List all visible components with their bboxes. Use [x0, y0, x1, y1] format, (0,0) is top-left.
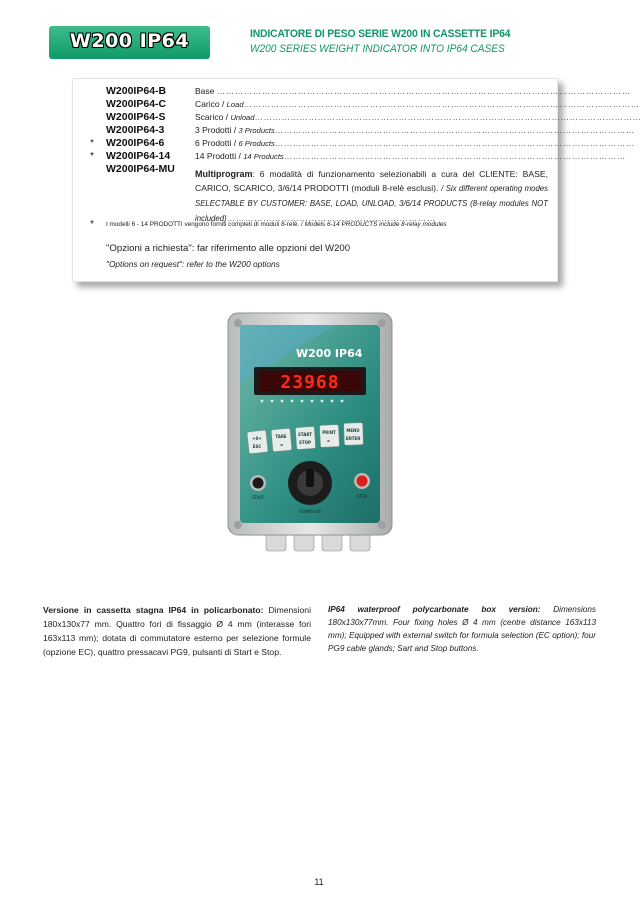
model-row: W200IP64-3 3 Prodotti / 3 Products…………………………………………………………………………………………………………	[106, 124, 635, 136]
svg-text:ESC: ESC	[252, 444, 262, 449]
model-row: * W200IP64-14 14 Prodotti / 14 Products……………………………………………………………………………………………………	[90, 150, 626, 162]
model-code: W200IP64-14	[106, 150, 171, 162]
options-note-it: "Opzioni a richiesta": far riferimento alle opzioni del W200	[106, 243, 351, 254]
device-title: W200 IP64	[296, 347, 363, 360]
description-english-heading: IP64 waterproof polycarbonate box version:	[328, 605, 541, 614]
model-desc: Base	[195, 86, 215, 96]
description-italian-body: Dimensioni 180x130x77 mm. Quattro fori di fissaggio Ø 4 mm (interasse fori 163x113 mm); dotata di commutatore esterno per selezione formule (opzione EC), quattro pressacavi PG9, pulsanti di Start e Stop.	[43, 605, 311, 657]
model-code: W200IP64-MU	[106, 163, 175, 175]
description-italian	[43, 603, 311, 659]
model-desc-en: 3 Products	[238, 126, 275, 135]
svg-text:ENTER: ENTER	[345, 436, 361, 441]
page-title-italian: INDICATORE DI PESO SERIE W200 IN CASSETTE IP64	[250, 28, 511, 40]
model-desc: Scarico /	[195, 112, 231, 122]
model-desc: 6 Prodotti /	[195, 138, 239, 148]
stop-label: STOP	[356, 494, 368, 499]
multiprogram-text-en: / Six different operating modes SELECTABLE BY CUSTOMER: BASE, LOAD, UNLOAD, 3/6/14 PRODUCTS (8-relay modules NOT included)	[195, 184, 549, 223]
options-note-en: "Options on request": refer to the W200 options	[106, 259, 280, 269]
page-title-english: W200 SERIES WEIGHT INDICATOR INTO IP64 CASES	[250, 43, 505, 55]
description-italian-heading: Versione in cassetta stagna IP64 in policarbonato:	[43, 605, 264, 615]
model-desc-en: 14 Products	[243, 152, 284, 161]
model-desc: Carico /	[195, 99, 227, 109]
model-row: W200IP64-B Base …………………………………………………………………………………………………………………………	[106, 85, 631, 97]
star-mark: *	[90, 219, 94, 230]
footnote	[106, 221, 447, 228]
description-english-body: Dimensions 180x130x77mm. Four fixing holes Ø 4 mm (centre distance 163x113 mm); Equipped with external switch for formula selection (EC option); four PG9 cable glands; Sart and Stop buttons.	[328, 605, 596, 653]
svg-text:START: START	[297, 432, 313, 437]
model-row: W200IP64-S Scarico / Unload…………………………………………………………………………………………………………………	[106, 111, 642, 123]
formulas-label: FORMULAS	[298, 509, 322, 514]
model-desc-en: Unload	[230, 113, 255, 122]
device-photo	[226, 303, 396, 563]
model-desc-en: 6 Products	[238, 139, 275, 148]
multiprogram-text-it: : 6 modalità di funzionamento selezionabili a cura del CLIENTE: BASE, CARICO, SCARICO, 3/6/14 PRODOTTI (moduli 8-relè esclusi).	[195, 169, 548, 193]
star-mark: *	[90, 151, 94, 162]
model-row: * W200IP64-6 6 Prodotti / 6 Products…………………………………………………………………………………………………………	[90, 137, 635, 149]
svg-text:TARE: TARE	[275, 434, 287, 439]
multiprogram-description: Multiprogram: 6 modalità di funzionamento selezionabili a cura del CLIENTE: BASE, CARICO, SCARICO, 3/6/14 PRODOTTI (moduli 8-relè esclusi). / Six different operating modes SELECTABLE BY CUSTOMER: BASE, LOAD, UNLOAD, 3/6/14 PRODUCTS (8-relay modules NOT included)……………………………………………………………	[195, 169, 549, 223]
footnote-en: Models 6-14 PRODUCTS include 8-relay modules	[304, 221, 447, 228]
product-badge-label: W200 IP64	[69, 30, 190, 52]
device-display: 23968	[280, 372, 340, 393]
model-code: W200IP64-C	[106, 98, 167, 110]
product-badge	[49, 26, 210, 59]
model-code: W200IP64-B	[106, 85, 167, 97]
footnote-it: I modelli 6 - 14 PRODOTTI vengono forniti completi di moduli 8-relè. /	[106, 221, 303, 228]
multiprogram-label: Multiprogram	[195, 169, 253, 179]
model-code: W200IP64-3	[106, 124, 165, 136]
model-desc-en: Load	[226, 100, 244, 109]
model-row: W200IP64-C Carico / Load……………………………………………………………………………………………………………………	[106, 98, 640, 110]
page-number: 11	[314, 877, 324, 887]
svg-text:STOP: STOP	[299, 440, 311, 445]
start-label: START	[251, 495, 265, 500]
model-desc: 14 Prodotti /	[195, 151, 244, 161]
svg-text:+0+: +0+	[252, 436, 262, 441]
svg-text:►: ►	[327, 438, 331, 443]
svg-text:MENU: MENU	[346, 428, 360, 433]
svg-text:PRINT: PRINT	[322, 430, 336, 435]
star-mark: *	[90, 138, 94, 149]
svg-text:◄: ◄	[279, 442, 283, 447]
model-code: W200IP64-S	[106, 111, 166, 123]
model-desc: 3 Prodotti /	[195, 125, 239, 135]
model-code: W200IP64-6	[106, 137, 165, 149]
description-english	[328, 603, 596, 655]
